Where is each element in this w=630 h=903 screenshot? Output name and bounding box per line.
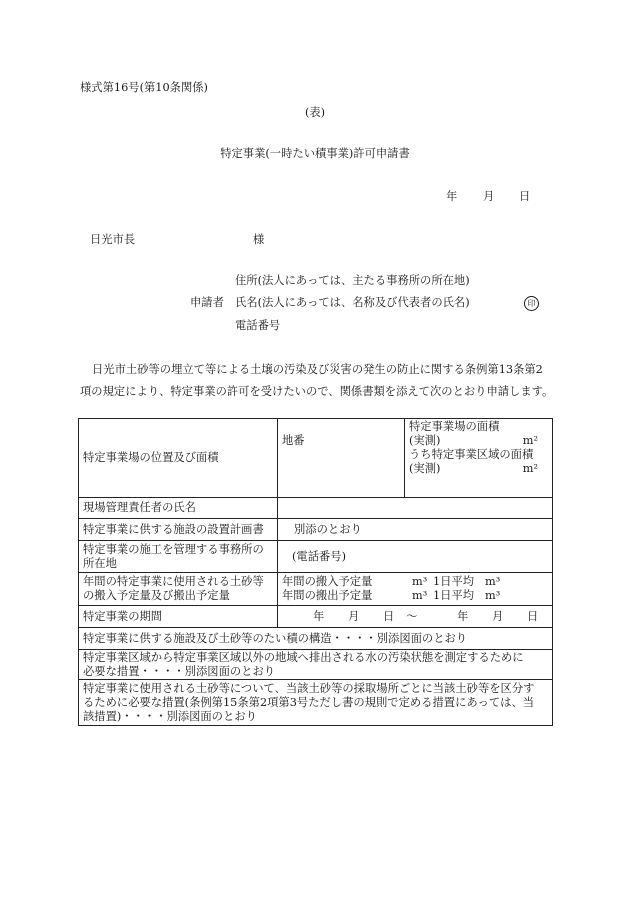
management-office-phone-label: (電話番号) [278,541,553,573]
period-end-year-label: 年 [457,609,469,623]
form-number: 様式第16号(第10条関係) [80,81,208,94]
intake-daily-unit: m³ [485,575,501,588]
soil-separation-row [79,680,553,726]
site-area-unit: m² [522,434,538,447]
soil-separation-line-3: 該措置)・・・・別添図面のとおり [83,709,257,723]
management-office-row [79,541,553,573]
soil-separation-cell [79,680,553,726]
intake-volume-label: 年間の搬入予定量 [282,575,373,588]
site-area-measured: (実測) [409,434,441,447]
soil-separation-line-1: 特定事業に使用される土砂等について、当該土砂等の採取場所ごとに当該土砂等を区分す [83,681,535,695]
structure-text: 特定事業に供する施設及び土砂等のたい積の構造・・・・別添図面のとおり [79,628,553,650]
applicant-label: 申請者 [190,296,224,309]
period-dates [282,610,548,624]
site-manager-value-cell [278,498,553,519]
period-separator: ～ [406,609,418,623]
soil-volume-label-line-1: 年間の特定事業に使用される土砂等 [83,575,264,588]
body-text-line-1: 日光市土砂等の埋立て等による土壌の汚染及び災害の発生の防止に関する条例第13条第2 [92,363,543,376]
soil-volume-label-line-2: の搬入予定量及び搬出予定量 [83,589,230,602]
soil-volume-label-cell [79,573,278,606]
water-measures-cell [79,650,553,680]
site-manager-row [79,498,553,519]
date-month-label: 月 [483,190,495,203]
addressee-name: 日光市長 [90,233,136,246]
period-label: 特定事業の期間 [79,606,278,628]
soil-separation-line-2: るために必要な措置(条例第15条第2項第3号ただし書の規則で定める措置にあっては、当 [83,695,535,709]
site-manager-label: 現場管理責任者の氏名 [79,498,278,519]
location-area-row [79,419,553,498]
site-area-measured-line [409,434,548,448]
soil-volume-value-cell [278,573,553,606]
facility-plan-row [79,519,553,541]
area-cell [405,419,553,498]
lot-number-label: 地番 [282,434,305,447]
applicant-address-label: 住所(法人にあっては、主たる事務所の所在地) [235,274,470,287]
output-daily-label: 1日平均 [433,589,475,602]
zone-area-measured-line [409,462,548,476]
intake-volume-unit: m³ [412,575,428,588]
lot-number-cell [278,419,405,498]
seal-icon: 印 [524,296,539,311]
output-daily-unit: m³ [485,589,501,602]
output-volume-unit: m³ [412,589,428,602]
management-office-label-cell [79,541,278,573]
addressee-honorific: 様 [253,233,265,246]
zone-area-unit: m² [522,462,538,475]
location-area-label: 特定事業場の位置及び面積 [79,419,278,498]
period-start-day-label: 日 [383,609,395,623]
period-value-cell [278,606,553,628]
period-start-month-label: 月 [348,609,360,623]
date-year-label: 年 [446,190,458,203]
body-text-line-2: 項の規定により、特定事業の許可を受けたいので、関係書類を添えて次のとおり申請します。 [80,385,554,398]
application-table [78,418,553,726]
zone-area-label: うち特定事業区域の面積 [409,448,534,461]
water-measures-row [79,650,553,680]
facility-plan-label: 特定事業に供する施設の設置計画書 [79,519,278,541]
document-title: 特定事業(一時たい積事業)許可申請書 [220,147,410,160]
soil-volume-row [79,573,553,606]
water-measures-line-1: 特定事業区域から特定事業区域以外の地域へ排出される水の汚染状態を測定するために [83,650,524,664]
management-office-label-line-2: 所在地 [83,556,117,570]
zone-area-measured: (実測) [409,462,441,475]
period-start-year-label: 年 [313,609,325,623]
period-row [79,606,553,628]
period-end-day-label: 日 [527,609,539,623]
applicant-phone-label: 電話番号 [235,319,281,332]
facility-plan-value: 別添のとおり [278,519,553,541]
water-measures-line-2: 必要な措置・・・・別添図面のとおり [83,664,276,678]
side-label: (表) [304,106,326,119]
output-volume-line [282,589,548,603]
structure-row [79,628,553,650]
intake-daily-label: 1日平均 [433,575,475,588]
output-volume-label: 年間の搬出予定量 [282,589,373,602]
management-office-label-line-1: 特定事業の施工を管理する事務所の [83,542,264,556]
period-end-month-label: 月 [492,609,504,623]
site-area-label: 特定事業場の面積 [409,420,500,433]
application-table-body [79,419,553,726]
intake-volume-line [282,575,548,589]
date-day-label: 日 [519,190,531,203]
applicant-name-label: 氏名(法人にあっては、名称及び代表者の氏名) [235,296,470,309]
